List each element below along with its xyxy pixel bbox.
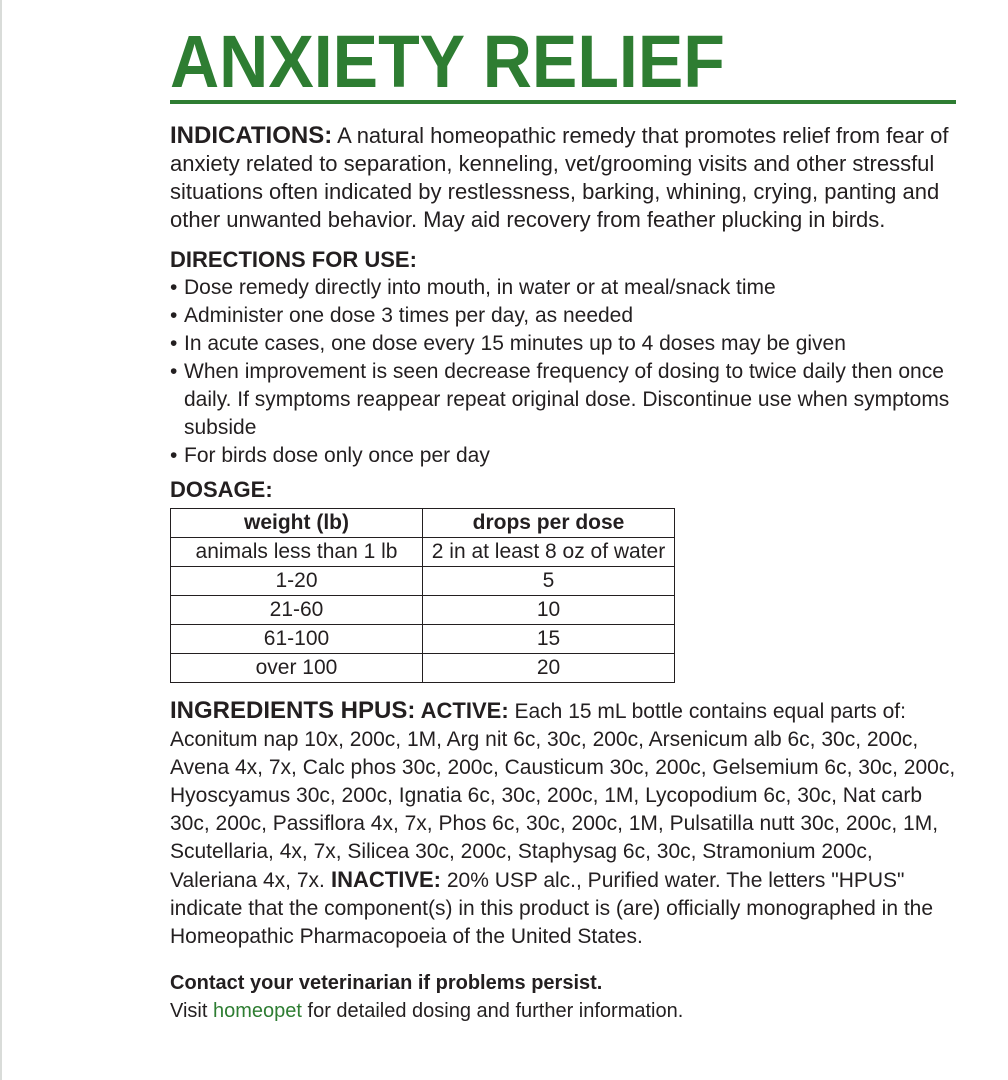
dosage-table	[170, 508, 675, 683]
inactive-ingredients-text: 20% USP alc., Purified water. The letters "HPUS" indicate that the component(s) in this product is (are) officially monographed in the Homeopathic Pharmacopoeia of the United States.	[170, 869, 934, 948]
table-cell: 2 in at least 8 oz of water	[423, 538, 675, 567]
dosage-section	[170, 476, 956, 683]
indications-section	[170, 122, 956, 234]
directions-section	[170, 246, 956, 470]
left-edge-line	[0, 0, 2, 1080]
directions-list	[170, 274, 956, 470]
page-title: ANXIETY RELIEF	[170, 20, 725, 103]
visit-prefix: Visit	[170, 1000, 213, 1022]
table-cell: 61-100	[171, 625, 423, 654]
table-row	[171, 596, 675, 625]
contact-veterinarian-note: Contact your veterinarian if problems persist.	[170, 972, 603, 994]
ingredients-section	[170, 697, 956, 951]
contact-section	[170, 969, 956, 1025]
visit-suffix: for detailed dosing and further information.	[301, 1000, 684, 1022]
directions-heading: DIRECTIONS FOR USE:	[170, 247, 417, 272]
dosage-heading: DOSAGE:	[170, 477, 273, 502]
table-cell: 20	[423, 654, 675, 683]
table-row	[171, 538, 675, 567]
list-item: • Administer one dose 3 times per day, as needed	[170, 302, 956, 330]
indications-text: A natural homeopathic remedy that promotes relief from fear of anxiety related to separation, kenneling, vet/grooming visits and other stressful situations often indicated by restlessness, barking, whining, crying, panting and other unwanted behavior. May aid recovery from feather plucking in birds.	[170, 123, 949, 232]
inactive-label: INACTIVE:	[324, 867, 441, 892]
ingredients-heading: INGREDIENTS HPUS:	[170, 697, 416, 724]
list-item: • When improvement is seen decrease frequency of dosing to twice daily then once daily. If symptoms reappear repeat original dose. Discontinue use when symptoms subside	[170, 358, 956, 442]
table-header-row	[171, 509, 675, 538]
indications-heading: INDICATIONS:	[170, 122, 333, 149]
table-cell: 5	[423, 567, 675, 596]
homeopet-link[interactable]: homeopet	[212, 1000, 302, 1022]
table-cell: 10	[423, 596, 675, 625]
list-item: • In acute cases, one dose every 15 minutes up to 4 doses may be given	[170, 330, 956, 358]
table-cell: 21-60	[171, 596, 423, 625]
active-ingredients-text: Each 15 mL bottle contains equal parts of: Aconitum nap 10x, 200c, 1M, Arg nit 6c, 30c, 200c, Arsenicum alb 6c, 30c, 200c, Avena 4x, 7x, Calc phos 30c, 200c, Causticum 30c, 200c, Gelsemium 6c, 30c, 200c, Hyoscyamus 30c, 200c, Ignatia 6c, 30c, 200c, 1M, Lycopodium 6c, 30c, Nat carb 30c, 200c, Passiflora 4x, 7x, Phos 6c, 30c, 200c, 1M, Pulsatilla nutt 30c, 200c, 1M, Scutellaria, 4x, 7x, Silicea 30c, 200c, Staphysag 6c, 30c, Stramonium 200c, Valeriana 4x, 7x.	[170, 700, 956, 892]
table-cell: animals less than 1 lb	[171, 538, 423, 567]
active-label: ACTIVE:	[415, 698, 509, 723]
table-row	[171, 654, 675, 683]
table-cell: over 100	[171, 654, 423, 683]
table-cell: 15	[423, 625, 675, 654]
table-row	[171, 625, 675, 654]
table-cell: 1-20	[171, 567, 423, 596]
column-header-weight: weight (lb)	[171, 509, 423, 538]
visit-line	[170, 997, 956, 1025]
list-item: • For birds dose only once per day	[170, 442, 956, 470]
table-row	[171, 567, 675, 596]
product-label	[170, 0, 956, 1025]
list-item: • Dose remedy directly into mouth, in water or at meal/snack time	[170, 274, 956, 302]
column-header-drops: drops per dose	[423, 509, 675, 538]
